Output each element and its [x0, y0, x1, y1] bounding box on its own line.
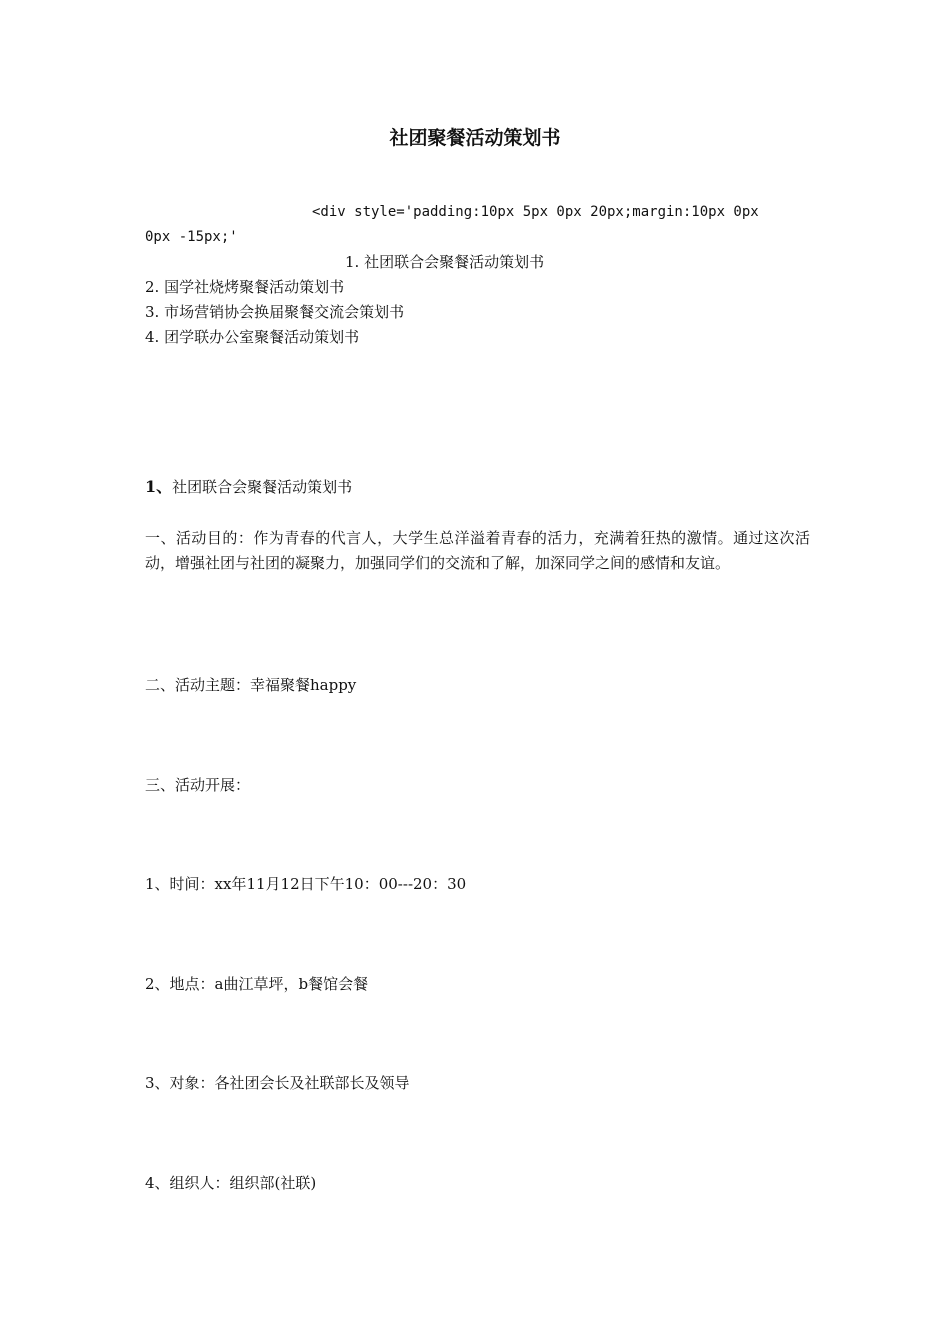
- code-snippet-line-2: 0px -15px;': [145, 229, 238, 245]
- detail-location: 2、地点：a曲江草坪，b餐馆会餐: [145, 975, 369, 993]
- section-title: 社团联合会聚餐活动策划书: [172, 478, 353, 496]
- development-heading: 三、活动开展：: [145, 776, 251, 794]
- toc-item-3: 3. 市场营销协会换届聚餐交流会策划书: [145, 303, 405, 321]
- detail-organizer: 4、组织人：组织部(社联): [145, 1174, 317, 1192]
- detail-time: 1、时间：xx年11月12日下午10：00---20：30: [145, 875, 467, 893]
- section-number: 1、: [145, 477, 173, 496]
- document-title: 社团聚餐活动策划书: [389, 127, 561, 149]
- toc-item-4: 4. 团学联办公室聚餐活动策划书: [145, 328, 360, 346]
- theme-line: 二、活动主题：幸福聚餐happy: [145, 676, 357, 694]
- code-snippet-line-1: <div style='padding:10px 5px 0px 20px;margin:10px 0px: [312, 204, 759, 220]
- toc-item-1: 1. 社团联合会聚餐活动策划书: [345, 253, 545, 271]
- section-heading: [145, 477, 352, 497]
- toc-item-2: 2. 国学社烧烤聚餐活动策划书: [145, 278, 345, 296]
- purpose-paragraph: 一、活动目的：作为青春的代言人，大学生总洋溢着青春的活力，充满着狂热的激情。通过这次活动，增强社团与社团的凝聚力，加强同学们的交流和了解，加深同学之间的感情和友谊。: [145, 529, 810, 572]
- detail-audience: 3、对象：各社团会长及社联部长及领导: [145, 1074, 410, 1092]
